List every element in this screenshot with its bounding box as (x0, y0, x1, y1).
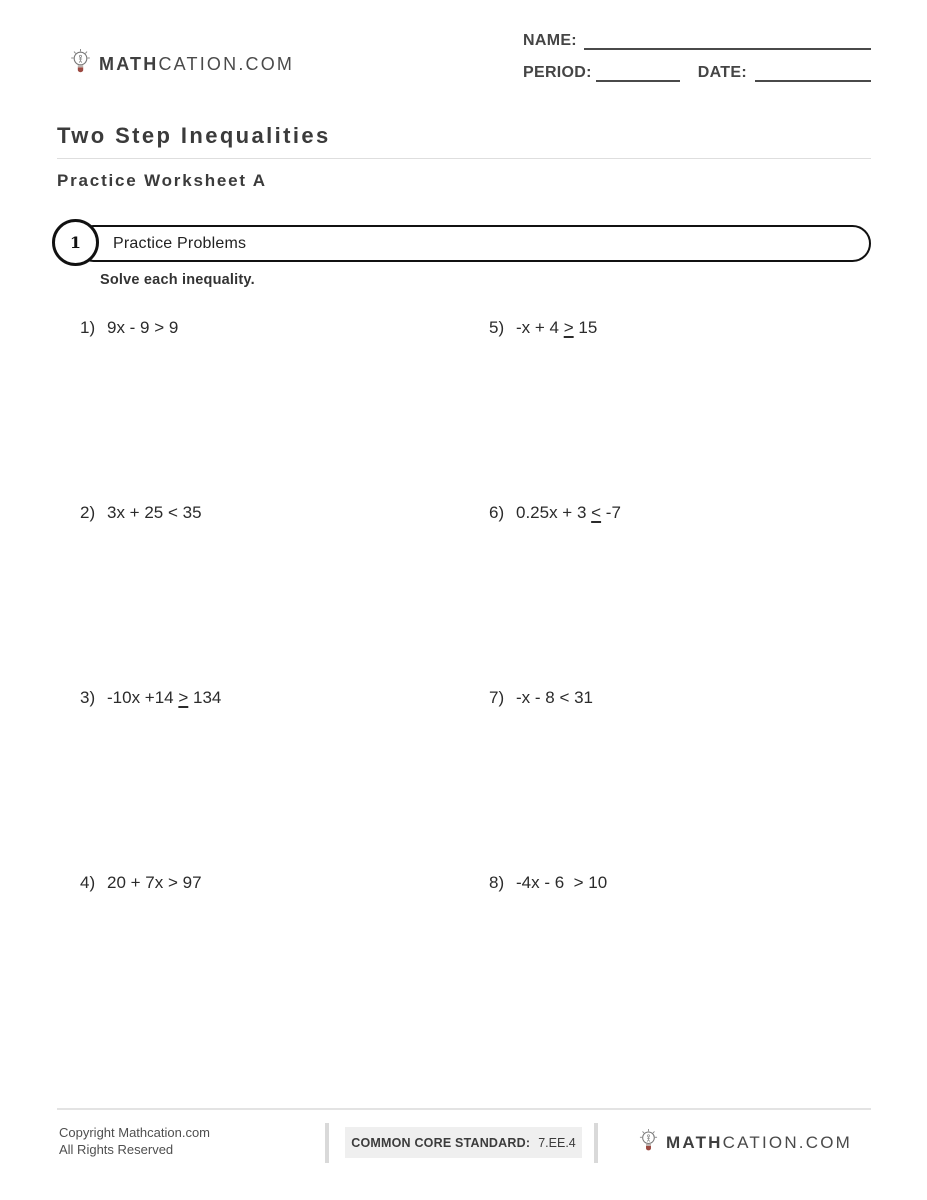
page-title: Two Step Inequalities (57, 123, 331, 148)
section-title: Practice Problems (113, 234, 247, 252)
problem-1: 1) 9x - 9 > 9 (80, 318, 179, 337)
date-label: DATE: (697, 64, 747, 81)
name-label: NAME: (523, 32, 577, 49)
problem-6: 6) 0.25x + 3 < -7 (489, 503, 621, 522)
lightbulb-icon (68, 48, 93, 80)
section-number: 1 (69, 233, 82, 252)
logo-wordmark: MATHCATION.COM (666, 1133, 852, 1152)
name-field-row (523, 32, 871, 50)
problem-row-1 (0, 318, 927, 338)
mathcation-logo (68, 48, 294, 80)
problem-row-2 (0, 503, 927, 523)
standard-label: COMMON CORE STANDARD: (351, 1135, 531, 1150)
footer-separator-left (325, 1123, 329, 1163)
problem-row-4 (0, 873, 927, 893)
section-number-badge (52, 219, 99, 266)
date-blank-line (755, 64, 871, 82)
title-divider (57, 158, 871, 159)
problem-5: 5) -x + 4 > 15 (489, 318, 598, 337)
logo-wordmark: MATHCATION.COM (99, 53, 295, 74)
copyright-line-1: Copyright Mathcation.com (59, 1125, 211, 1140)
common-core-standard-box (345, 1127, 582, 1158)
name-blank-line (584, 32, 871, 50)
period-label: PERIOD: (523, 64, 592, 81)
footer-separator-right (594, 1123, 598, 1163)
standard-value: 7.EE.4 (538, 1135, 576, 1150)
footer-divider (57, 1108, 871, 1110)
problem-7: 7) -x - 8 < 31 (489, 688, 594, 707)
problem-3: 3) -10x +14 > 134 (80, 688, 222, 707)
problem-4: 4) 20 + 7x > 97 (80, 873, 202, 892)
copyright-text (59, 1125, 210, 1158)
instruction-text: Solve each inequality. (100, 272, 255, 288)
problem-row-3 (0, 688, 927, 708)
section-banner (75, 225, 871, 262)
period-blank-line (596, 64, 680, 82)
page-subtitle: Practice Worksheet A (57, 171, 267, 190)
period-date-row (523, 64, 871, 82)
copyright-line-2: All Rights Reserved (59, 1141, 174, 1157)
problem-2: 2) 3x + 25 < 35 (80, 503, 202, 522)
mathcation-logo-footer (637, 1128, 852, 1158)
problem-8: 8) -4x - 6 > 10 (489, 873, 608, 892)
lightbulb-icon (637, 1128, 660, 1158)
